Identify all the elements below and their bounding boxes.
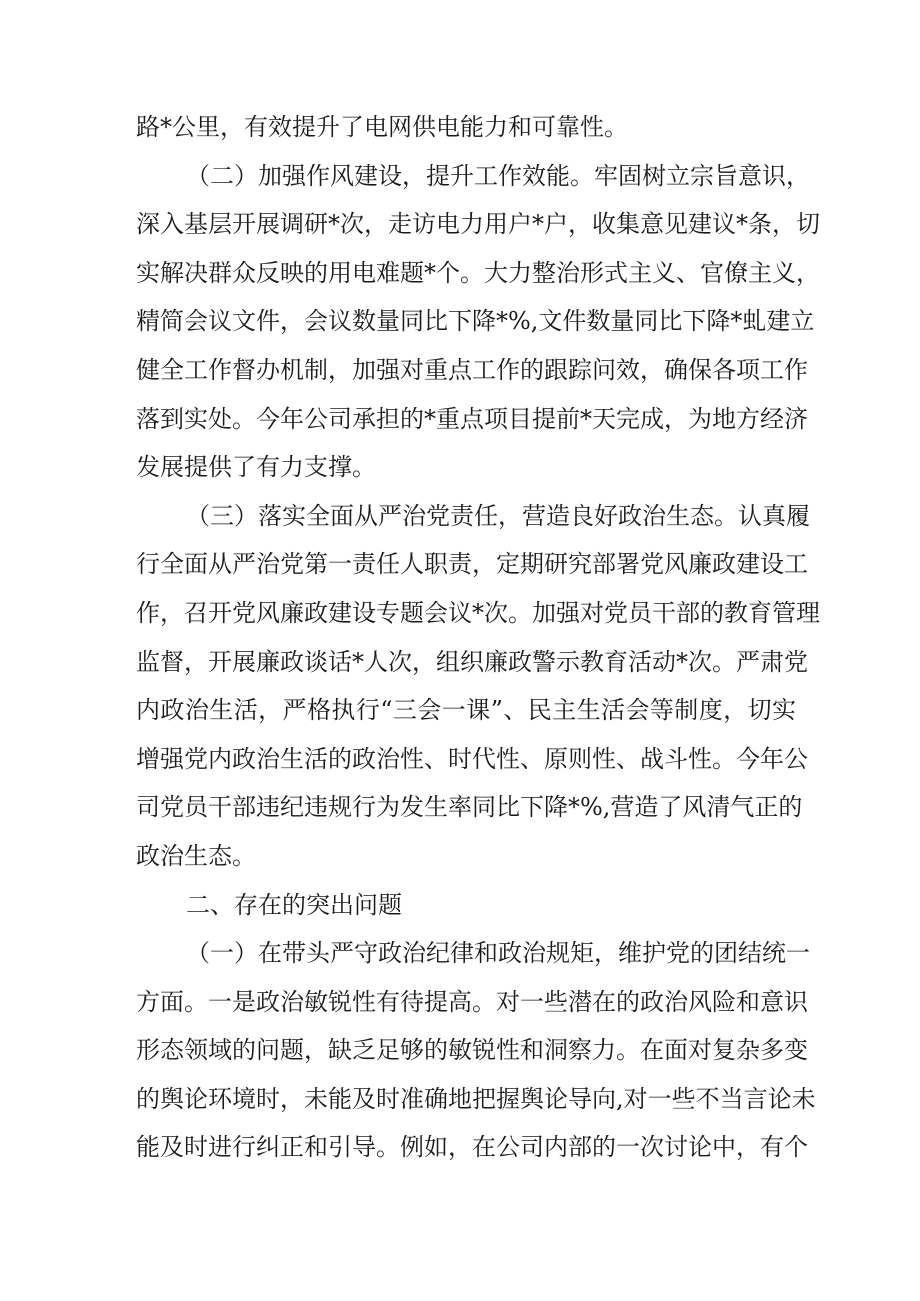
text-line: 健全工作督办机制，加强对重点工作的跟踪问效，确保各项工作	[136, 355, 808, 384]
text-line: 内政治生活，严格执行“三会一课”、民主生活会等制度，切实	[136, 696, 796, 725]
text-line: 精简会议文件，会议数量同比下降*%,文件数量同比下降*虬建立	[136, 307, 815, 336]
text-line: （二）加强作风建设，提升工作效能。牢固树立宗旨意识，	[186, 161, 810, 190]
text-line: （一）在带头严守政治纪律和政治规矩，维护党的团结统一	[186, 939, 810, 968]
text-line: 实解决群众反映的用电难题*个。大力整治形式主义、官僚主义，	[136, 258, 820, 287]
text-line: 路*公里，有效提升了电网供电能力和可靠性。	[136, 113, 628, 141]
text-line: 司党员干部违纪违规行为发生率同比下降*%,营造了风清气正的	[136, 793, 803, 822]
section-title: 二、存在的突出问题	[186, 890, 402, 919]
paragraph-political-discipline	[136, 929, 816, 1172]
text-line: 发展提供了有力支撑。	[136, 453, 376, 482]
paragraph-party-discipline	[136, 492, 820, 881]
text-line: （三）落实全面从严治党责任，营造良好政治生态。认真履	[186, 501, 810, 530]
text-line: 方面。一是政治敏锐性有待提高。对一些潜在的政治风险和意识	[136, 987, 808, 1016]
text-line: 增强党内政治生活的政治性、时代性、原则性、战斗性。今年公	[136, 744, 808, 773]
text-line: 作，召开党风廉政建设专题会议*次。加强对党员干部的教育管理	[136, 598, 820, 627]
section-heading	[136, 881, 796, 930]
text-line: 行全面从严治党第一责任人职责，定期研究部署党风廉政建设工	[136, 550, 808, 579]
document-body	[136, 103, 820, 1172]
text-line: 落到实处。今年公司承担的*重点项目提前*天完成，为地方经济	[136, 404, 808, 433]
text-line: 政治生态。	[136, 841, 256, 870]
text-line: 能及时进行纠正和引导。例如，在公司内部的一次讨论中，有个	[136, 1133, 808, 1162]
paragraph-continuation	[136, 103, 796, 152]
text-line: 的舆论环境时，未能及时准确地把握舆论导向,对一些不当言论未	[136, 1084, 816, 1113]
paragraph-work-style	[136, 152, 820, 492]
text-line: 深入基层开展调研*次，走访电力用户*户，收集意见建议*条，切	[136, 210, 820, 239]
text-line: 形态领域的问题，缺乏足够的敏锐性和洞察力。在面对复杂多变	[136, 1036, 808, 1065]
text-line: 监督，开展廉政谈话*人次，组织廉政警示教育活动*次。严肃党	[136, 647, 808, 676]
